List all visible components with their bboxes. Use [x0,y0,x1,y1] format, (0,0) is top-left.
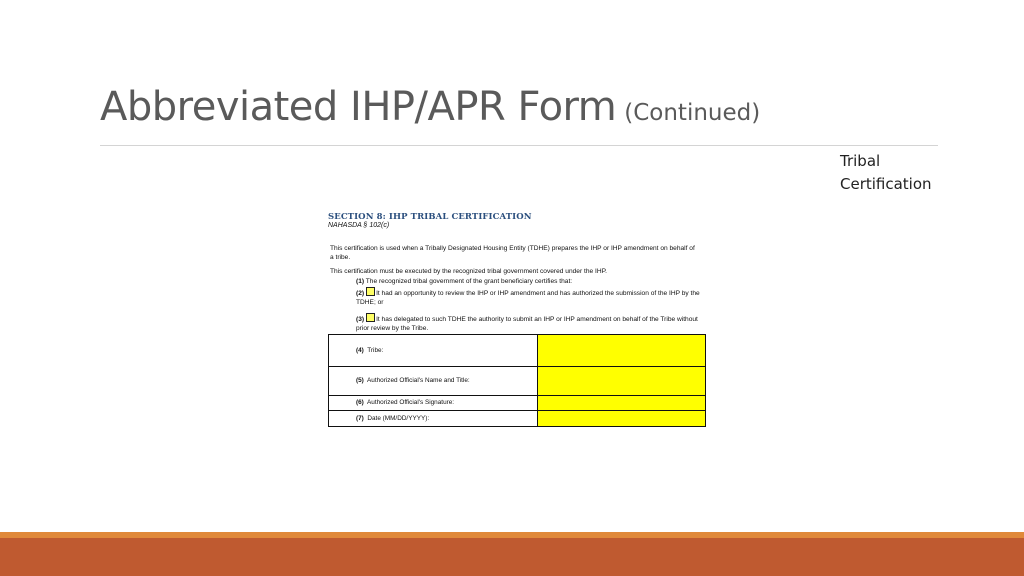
official-name-field[interactable] [538,367,706,396]
item-number: (3) [356,316,365,323]
official-name-label [329,367,538,396]
row-label: Tribe: [367,346,384,354]
row-number: (4) [356,346,364,354]
row-label: Authorized Official's Name and Title: [367,377,470,385]
slide-title-suffix: (Continued) [624,100,761,126]
footer-bar [0,538,1024,576]
section-reference: NAHASDA § 102(c) [328,222,390,229]
row-label: Date (MM/DD/YYYY): [367,414,430,422]
item-number: (1) [356,278,365,285]
item-text: It had an opportunity to review the IHP or IHP amendment and has authorized the submission of the IHP by the TDHE; or [356,290,700,306]
item-2 [356,287,706,307]
execution-paragraph: This certification must be executed by the recognized tribal government covered under the IHP. [330,268,607,275]
signature-field[interactable] [538,396,706,411]
row-number: (5) [356,377,364,385]
certification-form-table [328,334,706,427]
side-note: Tribal Certification [840,152,932,193]
row-label: Authorized Official's Signature: [367,399,455,407]
section-title: SECTION 8: IHP TRIBAL CERTIFICATION [328,212,532,222]
date-label [329,411,538,427]
tribe-field[interactable] [538,335,706,367]
signature-label [329,396,538,411]
item-number: (2) [356,290,365,297]
item-1 [356,277,706,286]
title-divider [100,145,938,146]
intro-paragraph: This certification is used when a Tribally Designated Housing Entity (TDHE) prepares the IHP or IHP amendment on behalf of a tribe. [330,245,695,261]
item-3 [356,313,706,333]
row-number: (6) [356,399,364,407]
item-text: The recognized tribal government of the grant beneficiary certifies that: [365,278,573,285]
slide-title-main: Abbreviated IHP/APR Form [100,84,617,130]
option-3-checkbox[interactable] [366,313,375,322]
date-field[interactable] [538,411,706,427]
tribe-label [329,335,538,367]
table-row [329,396,706,411]
table-row [329,367,706,396]
option-2-checkbox[interactable] [366,287,375,296]
row-number: (7) [356,414,364,422]
item-text: It has delegated to such TDHE the authority to submit an IHP or IHP amendment on behalf of the Tribe without prior review by the Tribe. [356,316,698,332]
table-row [329,411,706,427]
slide-title [100,84,760,130]
certification-document [326,212,711,422]
table-row [329,335,706,367]
